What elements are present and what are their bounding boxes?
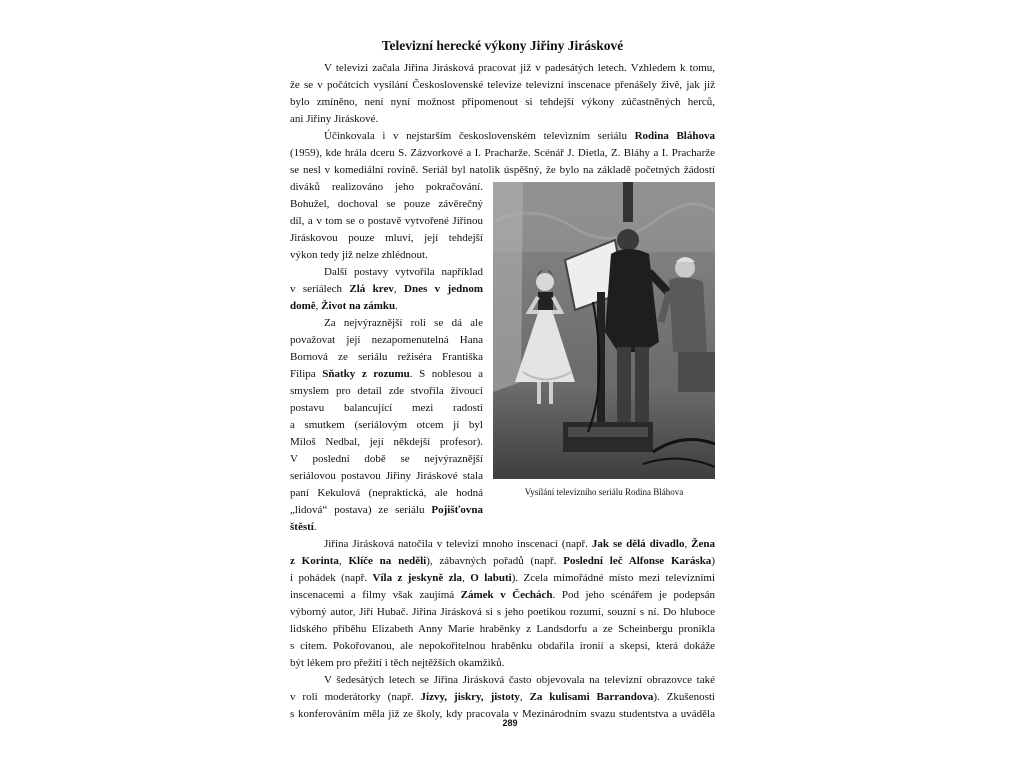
text-line: že se v počátcích vysílání Československé televize televizní inscenace přenášely živě, jak již (290, 79, 715, 91)
text-line: být lékem pro přežití i těch nejtěžších okamžiků. (290, 657, 505, 669)
show-title: Za kulisami Barrandova (529, 691, 654, 703)
production-title: Žena (691, 538, 716, 550)
text-line: se nesl v komediální rovině. Seriál byl natolik úspěšný, že bylo na základě početných žádostí (290, 164, 715, 176)
text-line: postavu balancující mezi radostí (290, 402, 483, 414)
series-title: Rodina Bláhova (634, 130, 715, 142)
production-title: Zámek v Čechách (460, 589, 553, 601)
text-line: lidského příběhu Elizabeth Anny Marie hraběnky z Landsdorfu a ze Scheinbergu pronikla (290, 623, 715, 635)
series-title: Život na zámku (321, 300, 396, 312)
production-title: z Korinta (290, 555, 339, 567)
production-title: Jak se dělá divadlo (591, 538, 685, 550)
text-line: díl, a v tom se o postavě vytvořené Jiřinou (290, 215, 483, 227)
text-line: štěstí. (290, 521, 317, 533)
page-number: 289 (502, 718, 518, 728)
text-line: smyslem pro detail zde stvořila živoucí (290, 385, 483, 397)
text-line: Filipa Sňatky z rozumu. S noblesou a (290, 368, 483, 380)
text-line: Další postavy vytvořila například (324, 266, 483, 278)
photo-caption: Vysílání televizního seriálu Rodina Bláhova (524, 487, 684, 497)
text-line: s citem. Pokořovanou, ale nepokořitelnou hraběnku obdařila ironií a skepsí, která dokáže (290, 640, 715, 652)
text-line: bylo zmíněno, není nyní možnost připomenout si tehdejší výkony zúčastněných herců, (290, 96, 715, 108)
text-line: Miloš Nedbal, její někdejší profesor). (290, 436, 483, 448)
text-line: výkon tedy již nelze zhlédnout. (290, 249, 428, 261)
text-line: (1959), kde hrála dceru S. Zázvorkové a I. Pracharže. Scénář J. Dietla, Z. Bláhy a I. Pracharže (290, 147, 715, 159)
series-title: Sňatky z rozumu (322, 368, 410, 380)
series-title: domě (290, 300, 316, 312)
text-line: Jiráskovou pouze mluví, její tehdejší (290, 232, 483, 244)
production-title: O labuti (470, 572, 512, 584)
text-line: Bohužel, dochoval se pouze závěrečný (290, 198, 483, 210)
text-line: paní Kekulová (nepraktická, ale hodná (290, 487, 483, 499)
text-line: Účinkovala i v nejstarším československém televizním seriálu Rodina Bláhova (324, 130, 715, 142)
text-line: výborný autor, Jiří Hubač. Jiřina Jirásková si s jeho poetikou rozumí, souzní s ní. Do hluboce (290, 606, 715, 618)
show-title: Jízvy, jiskry, jistoty (420, 691, 520, 703)
series-title: Dnes v jednom (404, 283, 484, 295)
text-line: s konferováním měla již ze školy, kdy pracovala v Mezinárodním svazu studentstva a uváděla (290, 708, 715, 720)
text-line: diváků realizováno jeho pokračování. (290, 181, 483, 193)
text-line: inscenacemi a filmy však zaujímá Zámek v Čechách. Pod jeho scénářem je podepsán (290, 589, 715, 601)
text-line: z Korinta, Klíče na neděli), zábavných pořadů (např. Poslední leč Alfonse Karáska) (290, 555, 715, 567)
text-line: V televizi začala Jiřina Jirásková pracovat již v padesátých letech. Vzhledem k tomu, (324, 62, 715, 74)
tv-studio-photo (493, 182, 715, 479)
text-line: ani Jiřiny Jiráskové. (290, 113, 379, 125)
text-line: i pohádek (např. Víla z jeskyně zla, O labuti). Zcela mimořádné místo mezi televizními (290, 572, 716, 584)
production-title: Klíče na neděli (348, 555, 427, 567)
series-title: Pojišťovna (431, 504, 483, 516)
production-title: Víla z jeskyně zla (372, 572, 463, 584)
series-title: Zlá krev (349, 283, 394, 295)
text-line: V poslední době se nejvýraznější (290, 453, 483, 465)
text-line: v seriálech Zlá krev, Dnes v jednom (290, 283, 484, 295)
series-title: štěstí (290, 521, 314, 533)
text-line: Za nejvýraznější roli se dá ale (324, 317, 483, 329)
text-line: „lidová“ postava) ze seriálu Pojišťovna (290, 504, 483, 516)
text-line: Jiřina Jirásková natočila v televizi mnoho inscenací (např. Jak se dělá divadlo, Žena (324, 538, 716, 550)
page-title: Televizní herecké výkony Jiřiny Jiráskové (381, 38, 624, 53)
text-line: a smutkem (seriálovým otcem jí byl (290, 419, 483, 431)
text-line: domě, Život na zámku. (290, 300, 398, 312)
text-line: v roli moderátorky (např. Jízvy, jiskry, jistoty, Za kulisami Barrandova). Zkušenosti (290, 691, 715, 703)
text-line: považovat její nezapomenutelná Hana (290, 334, 483, 346)
text-line: Bornová ze seriálu režiséra Františka (290, 351, 483, 363)
text-line: seriálovou postavou Jiřiny Jiráskové stala (290, 470, 483, 482)
text-line: V šedesátých letech se Jiřina Jirásková často objevovala na televizní obrazovce také (324, 674, 715, 686)
production-title: Poslední leč Alfonse Karáska (563, 555, 712, 567)
